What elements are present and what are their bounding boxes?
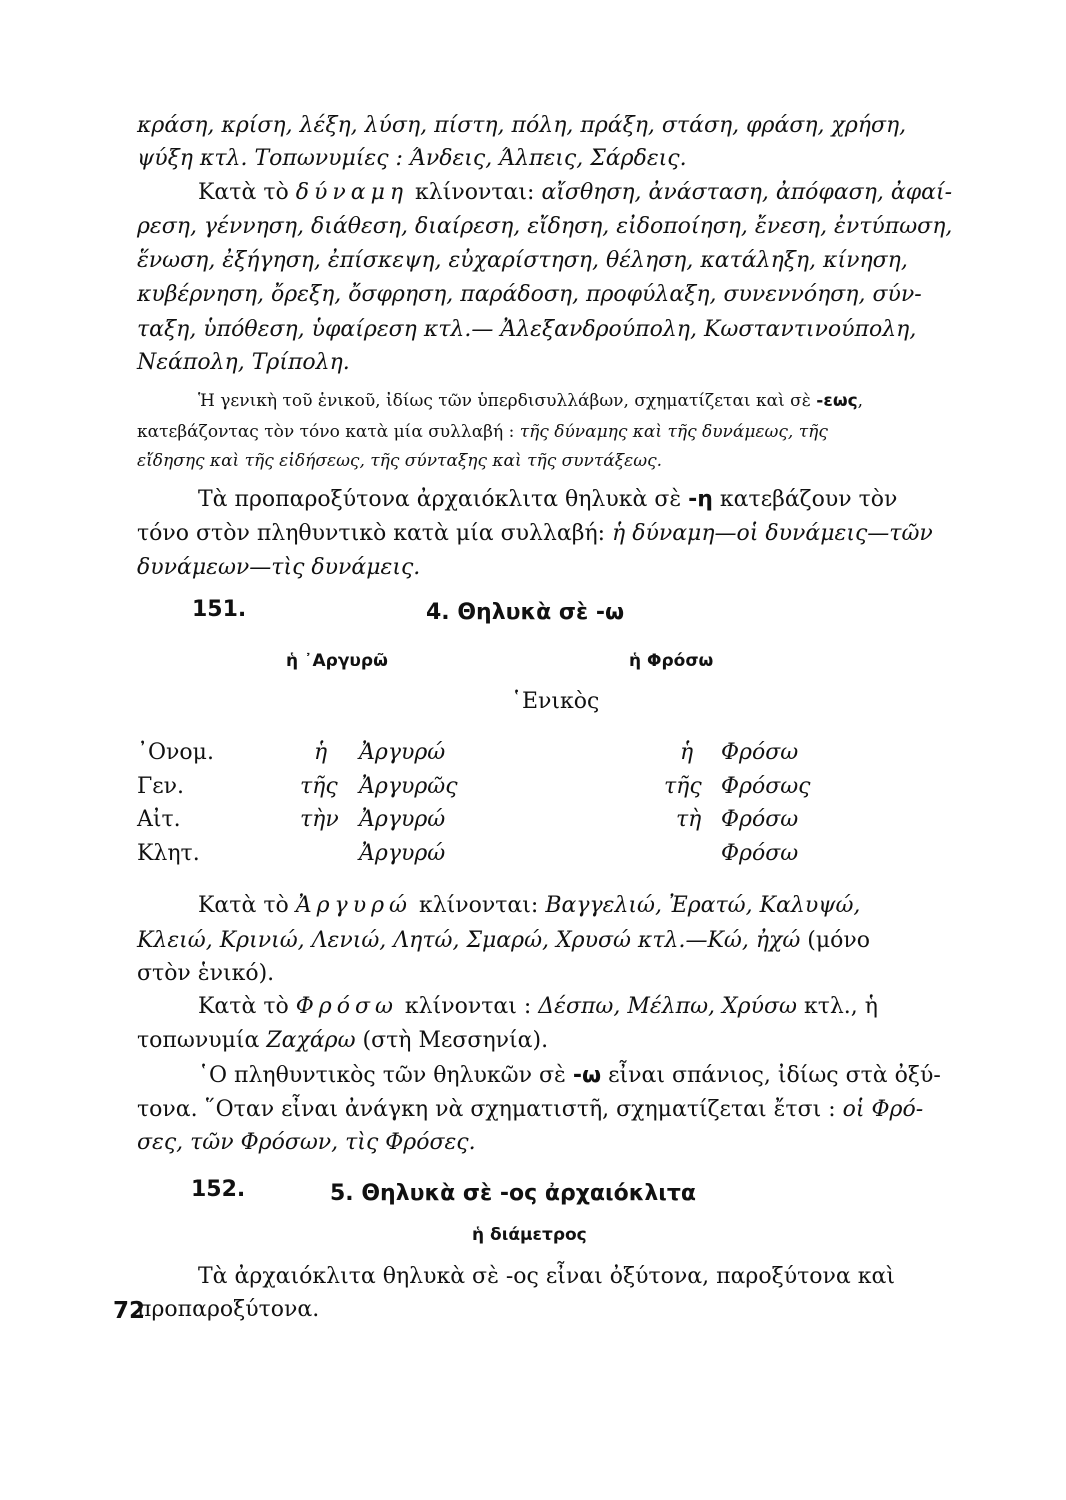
- case-label: Κλητ.: [137, 841, 200, 866]
- text-span: Κατὰ τὸ: [198, 180, 296, 205]
- text-line: ρεση, γέννηση, διάθεση, διαίρεση, εἴδηση, εἰδοποίηση, ἔνεση, ἐντύπωση,: [137, 214, 953, 239]
- text-line: Τὰ ἀρχαιόκλιτα θηλυκὰ σὲ -ος εἶναι ὀξύτονα, παροξύτονα καὶ: [198, 1264, 895, 1289]
- text-span: ῾Ο πληθυντικὸς τῶν θηλυκῶν σὲ: [198, 1063, 573, 1088]
- text-span: Κατὰ τὸ: [198, 994, 296, 1019]
- noun-form: Φρόσω: [721, 807, 799, 832]
- text-span: Ζαχάρω: [266, 1028, 356, 1053]
- case-label: Γεν.: [137, 774, 185, 799]
- text-span: κατεβάζοντας τὸν τόνο κατὰ μία συλλαβή :: [137, 422, 520, 442]
- noun-form: Ἀργυρώ: [359, 740, 446, 765]
- text-span: -η: [688, 487, 713, 512]
- text-span: τονα. ῞Οταν εἶναι ἀνάγκη νὰ σχηματιστῆ, σχηματίζεται ἔτσι :: [137, 1097, 843, 1122]
- article: τὴ: [676, 807, 702, 832]
- text-span: -εως: [816, 391, 858, 411]
- text-span: δύναμη: [295, 180, 409, 205]
- text-line: σες, τῶν Φρόσων, τὶς Φρόσες.: [137, 1130, 476, 1155]
- text-span: κτλ., ἡ: [796, 994, 878, 1019]
- text-span: ψύξη κτλ. Τοπωνυμίες :: [137, 146, 410, 171]
- article: ἡ: [314, 740, 328, 765]
- text-line: [198, 1062, 941, 1090]
- text-span: Κλειώ, Κρινιώ, Λενιώ, Λητώ, Σμαρώ, Χρυσώ κτλ.—Κώ, ἠχώ: [137, 928, 801, 953]
- text-line: [137, 1027, 548, 1055]
- text-span: Δέσπω, Μέλπω, Χρύσω: [538, 994, 797, 1019]
- text-span: (μόνο: [800, 928, 871, 953]
- noun-form: Ἀργυρώ: [359, 841, 446, 866]
- text-span: Ἀργυρώ: [295, 893, 412, 918]
- section-title: 4. Θηλυκὰ σὲ -ω: [426, 600, 625, 625]
- text-span: τοπωνυμία: [137, 1028, 267, 1053]
- text-span: κατεβάζουν τὸν: [712, 487, 898, 512]
- text-span: Τὰ προπαροξύτονα ἀρχαιόκλιτα θηλυκὰ σὲ: [198, 487, 689, 512]
- text-span: Ἡ γενικὴ τοῦ ἑνικοῦ, ἰδίως τῶν ὑπερδισυλλάβων, σχηματίζεται καὶ σὲ: [198, 391, 817, 411]
- noun-form: Φρόσω: [721, 740, 799, 765]
- text-line: κυβέρνηση, ὄρεξη, ὄσφρηση, παράδοση, προφύλαξη, συνεννόηση, σύν-: [137, 282, 922, 307]
- article: τῆς: [300, 774, 338, 799]
- text-line: [198, 993, 878, 1021]
- text-span: αἴσθηση, ἀνάσταση, ἀπόφαση, ἀφαί-: [541, 180, 953, 205]
- text-span: οἱ Φρό-: [842, 1097, 924, 1122]
- section-subtitle: ἡ διάμετρος: [472, 1225, 587, 1245]
- text-line: [137, 449, 662, 473]
- column-heading: ἡ Φρόσω: [629, 651, 714, 671]
- article: τῆς: [664, 774, 702, 799]
- text-span: Άνδεις, Άλπεις, Σάρδεις.: [409, 146, 687, 171]
- text-line: [198, 389, 863, 413]
- text-line: [198, 179, 952, 207]
- text-line: δυνάμεων—τὶς δυνάμεις.: [137, 555, 421, 580]
- text-span: κλίνονται:: [411, 893, 546, 918]
- text-span: -ω: [572, 1063, 602, 1088]
- text-span: εἴδησης καὶ τῆς εἰδήσεως, τῆς σύνταξης καὶ τῆς συντάξεως.: [137, 451, 663, 471]
- text-span: τόνο στὸν πληθυντικὸ κατὰ μία συλλαβή:: [137, 521, 613, 546]
- text-span: Φρόσω: [295, 994, 398, 1019]
- text-span: ,: [857, 391, 864, 411]
- article: ἡ: [680, 740, 694, 765]
- noun-form: Φρόσω: [721, 841, 799, 866]
- text-line: [198, 892, 860, 920]
- section-title: 5. Θηλυκὰ σὲ -ος ἀρχαιόκλιτα: [330, 1181, 696, 1206]
- section-number: 151.: [192, 597, 247, 622]
- noun-form: Ἀργυρῶς: [359, 774, 458, 799]
- column-heading: ἡ ᾿Αργυρῶ: [286, 651, 388, 671]
- text-line: [137, 145, 687, 173]
- text-line: ἕνωση, ἐξήγηση, ἐπίσκεψη, εὐχαρίστηση, θέληση, κατάληξη, κίνηση,: [137, 248, 908, 273]
- text-span: κλίνονται:: [408, 180, 542, 205]
- text-line: προπαροξύτονα.: [137, 1297, 320, 1322]
- noun-form: Φρόσως: [721, 774, 811, 799]
- text-line: στὸν ἑνικό).: [137, 961, 275, 986]
- text-line: [137, 420, 828, 444]
- text-line: [137, 112, 906, 140]
- text-span: Κατὰ τὸ: [198, 893, 296, 918]
- text-line: [198, 486, 897, 514]
- case-label: ᾿Ονομ.: [137, 740, 214, 765]
- text-line: [137, 520, 933, 548]
- text-line: [137, 927, 870, 955]
- text-span: εἶναι σπάνιος, ἰδίως στὰ ὀξύ-: [601, 1063, 941, 1088]
- article: τὴν: [300, 807, 339, 832]
- number-heading: ῾Ενικὸς: [511, 689, 600, 714]
- case-label: Αἰτ.: [137, 807, 181, 832]
- text-span: ἡ δύναμη—οἱ δυνάμεις—τῶν: [612, 521, 933, 546]
- text-span: (στὴ Μεσσηνία).: [355, 1028, 549, 1053]
- noun-form: Ἀργυρώ: [359, 807, 446, 832]
- section-number: 152.: [191, 1177, 246, 1202]
- text-span: κράση, κρίση, λέξη, λύση, πίστη, πόλη, πράξη, στάση, φράση, χρήση,: [137, 113, 907, 138]
- page-number: 72: [113, 1298, 146, 1324]
- text-line: [137, 1096, 923, 1124]
- text-line: ταξη, ὑπόθεση, ὑφαίρεση κτλ.— Ἀλεξανδρούπολη, Κωσταντινούπολη,: [137, 317, 917, 342]
- text-span: Βαγγελιώ, Ἐρατώ, Καλυψώ,: [545, 893, 861, 918]
- text-line: Νεάπολη, Τρίπολη.: [137, 350, 350, 375]
- text-span: κλίνονται :: [397, 994, 539, 1019]
- text-span: τῆς δύναμης καὶ τῆς δυνάμεως, τῆς: [519, 422, 828, 442]
